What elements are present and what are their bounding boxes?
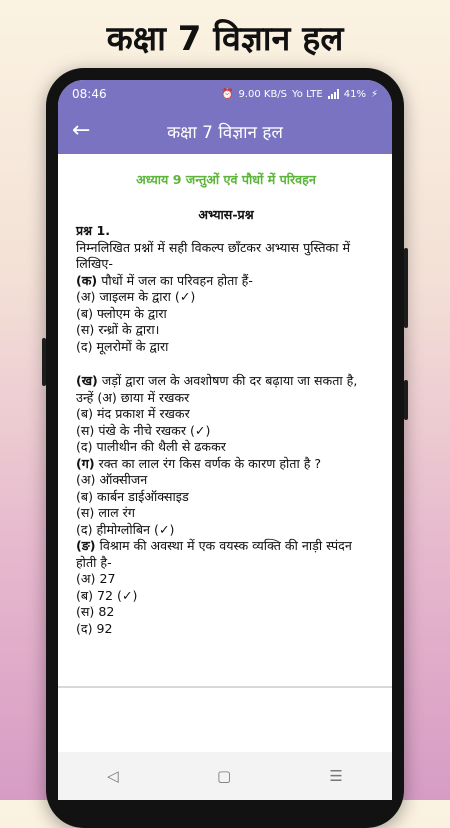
- option: (ब) मंद प्रकाश में रखकर: [76, 406, 190, 421]
- option: (स) लाल रंग: [76, 505, 135, 520]
- battery-icon: ⚡: [370, 88, 378, 100]
- promo-title: कक्षा 7 विज्ञान हल: [106, 19, 344, 59]
- option: (स) 82: [76, 604, 115, 619]
- status-icons: [221, 89, 378, 100]
- option: (अ) जाइलम के द्वारा (✓): [76, 289, 196, 304]
- app-title: कक्षा 7 विज्ञान हल: [167, 122, 283, 143]
- spacer: [76, 355, 376, 373]
- question-b-label: (ख): [76, 373, 98, 388]
- status-bar: [58, 80, 392, 108]
- question-c-text: रक्त का लाल रंग किस वर्णक के कारण होता है ?: [98, 455, 322, 471]
- question-a-text: पौधों में जल का परिवहन होता हैं-: [101, 272, 253, 288]
- nav-recents-icon[interactable]: ☰: [329, 767, 343, 785]
- question-a: [76, 273, 376, 290]
- volte-label: Yo LTE: [292, 88, 323, 100]
- question-a-label: (क): [76, 272, 98, 288]
- question-c-label: (ग): [76, 455, 95, 471]
- question-label: प्रश्न 1.: [76, 223, 111, 238]
- alarm-icon: ⏰: [220, 88, 234, 100]
- question-d: [76, 538, 376, 571]
- question-c: [76, 456, 376, 473]
- nav-home-icon[interactable]: ▢: [216, 767, 232, 785]
- phone-power-button: [404, 380, 408, 420]
- option: (स) पंखे के नीचे रखकर (✓): [76, 422, 211, 438]
- question-b-text: जड़ों द्वारा जल के अवशोषण की दर बढ़ाया जा सकता है, उन्हें (अ) छाया में रखकर: [76, 373, 358, 405]
- nav-back-icon[interactable]: ◁: [107, 767, 119, 785]
- option: (द) हीमोग्लोबिन (✓): [76, 521, 175, 537]
- phone-volume-button: [404, 248, 408, 328]
- section-heading: अभ्यास-प्रश्न: [198, 206, 254, 222]
- option: (द) मूलरोमों के द्वारा: [76, 338, 169, 354]
- question-intro: निम्नलिखित प्रश्नों में सही विकल्प छाँटकर अभ्यास पुस्तिका में लिखिए-: [76, 239, 351, 271]
- system-nav-bar: [58, 752, 392, 800]
- question-d-text: विश्राम की अवस्था में एक वयस्क व्यक्ति की नाड़ी स्पंदन होती है-: [76, 538, 352, 570]
- option: (अ) ऑक्सीजन: [76, 472, 148, 487]
- option: (ब) फ्लोएम के द्वारा: [76, 305, 167, 321]
- content-area: [58, 154, 392, 637]
- option: (द) 92: [76, 620, 113, 636]
- question-d-label: (ङ): [76, 538, 96, 553]
- signal-icon: [328, 89, 339, 99]
- chapter-heading: अध्याय 9 जन्तुओं एवं पौधों में परिवहन: [136, 172, 316, 187]
- app-bar: [58, 108, 392, 154]
- option: (ब) 72 (✓): [76, 587, 138, 603]
- divider: [58, 686, 392, 688]
- option: (द) पालीथीन की थैली से ढककर: [76, 439, 226, 454]
- phone-side-button: [42, 338, 46, 386]
- option: (अ) 27: [76, 571, 116, 586]
- battery-text: 41%: [343, 88, 366, 100]
- phone-screen: [58, 80, 392, 800]
- status-time: 08:46: [72, 87, 107, 101]
- option: (ब) कार्बन डाईऑक्साइड: [76, 488, 189, 504]
- option: (स) रन्ध्रों के द्वारा।: [76, 322, 160, 337]
- back-arrow-icon[interactable]: ←: [72, 118, 91, 143]
- net-speed: 9.00 KB/S: [238, 88, 288, 100]
- question-b: [76, 373, 376, 406]
